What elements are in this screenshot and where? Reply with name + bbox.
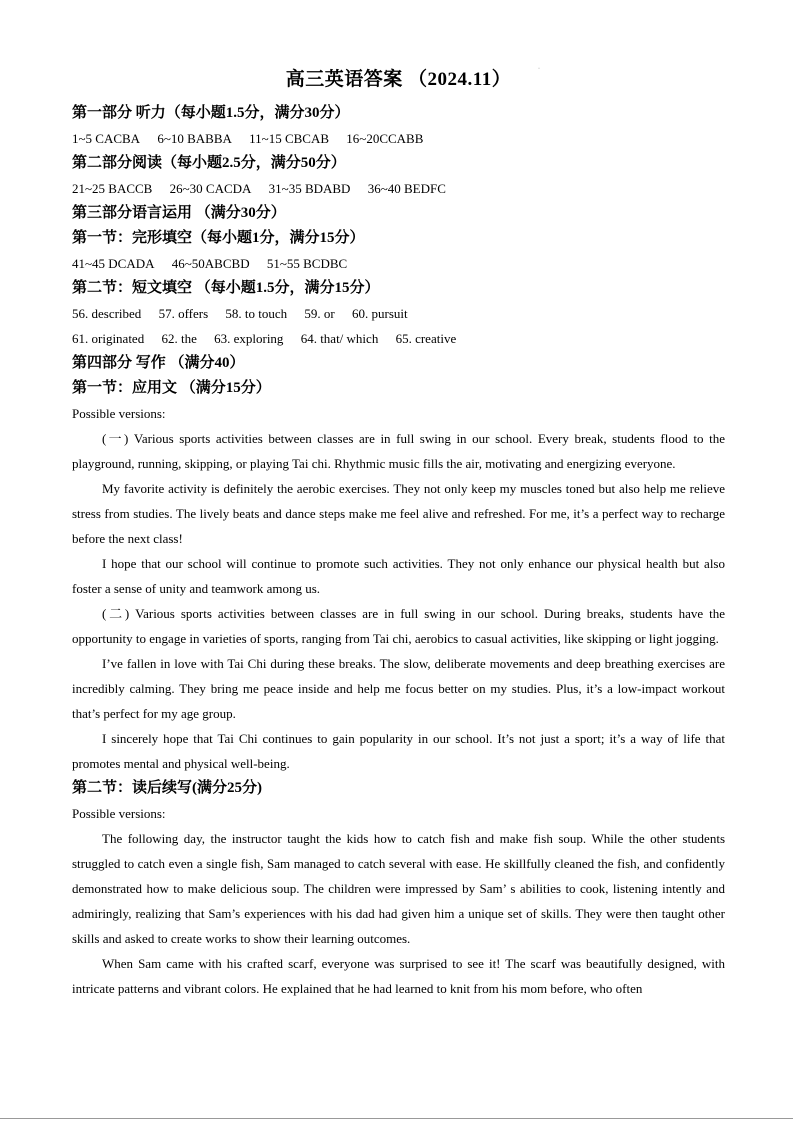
answer-group: 31~35 BDABD [268,181,351,196]
possible-versions-label: Possible versions: [72,406,166,421]
part4-heading: 第四部分 写作 （满分40） [72,355,245,371]
part1-answers [72,126,725,151]
answer-item: 63. exploring [214,331,284,346]
stray-dot: · [538,66,540,72]
answer-item: 65. creative [395,331,457,346]
answer-item: 61. originated [72,331,145,346]
part2-heading: 第二部分阅读（每小题2.5分，满分50分） [72,155,346,171]
essay-paragraph: I hope that our school will continue to promote such activities. They not only enhance our physical health but also foster a sense of unity and teamwork among us. [72,556,725,596]
answer-item: 64. that/ which [300,331,379,346]
part2-answers [72,176,725,201]
page-title: 高三英语答案 （2024.11） [285,69,512,90]
part3-section1-heading: 第一节：完形填空（每小题1分，满分15分） [72,230,365,246]
answer-group: 6~10 BABBA [157,131,232,146]
possible-versions-label: Possible versions: [72,806,166,821]
part3-section2-answers-row1 [72,301,725,326]
essay-paragraph: My favorite activity is definitely the aerobic exercises. They not only keep my muscles toned but also help me relieve stress from studies. The lively beats and dance steps make me feel alive and refreshed. For me, it’s a perfect way to recharge before the next class! [72,481,725,546]
essay-paragraph: (二) Various sports activities between classes are in full swing in our school. During breaks, students have the opportunity to engage in varieties of sports, ranging from Tai chi, aerobics to casual activities, like skipping or light jogging. [72,606,725,646]
continuation-paragraph: When Sam came with his crafted scarf, everyone was surprised to see it! The scarf was beautifully designed, with intricate patterns and vibrant colors. He explained that he had learned to knit from his mom before, who often [72,956,725,996]
answer-group: 26~30 CACDA [169,181,252,196]
page-bottom-rule [0,1118,793,1119]
part1-heading: 第一部分 听力（每小题1.5分，满分30分） [72,105,350,121]
part3-section2-answers-row2 [72,326,725,351]
answer-group: 21~25 BACCB [72,181,153,196]
part4-section1-heading: 第一节：应用文 （满分15分） [72,380,271,396]
part3-section1-answers [72,251,725,276]
essay-paragraph: I’ve fallen in love with Tai Chi during these breaks. The slow, deliberate movements and deep breathing exercises are incredibly calming. They bring me peace inside and help me focus better on my studies. Plus, it’s a low-impact workout that’s perfect for my age group. [72,656,725,721]
answer-group: 1~5 CACBA [72,131,141,146]
answer-item: 58. to touch [225,306,288,321]
answer-item: 62. the [161,331,197,346]
answer-sheet [72,60,725,1001]
answer-group: 11~15 CBCAB [249,131,330,146]
part3-heading: 第三部分语言运用 （满分30分） [72,205,286,221]
answer-item: 59. or [304,306,335,321]
part3-section2-heading: 第二节：短文填空 （每小题1.5分，满分15分） [72,280,380,296]
answer-group: 41~45 DCADA [72,256,155,271]
answer-item: 56. described [72,306,142,321]
answer-group: 46~50ABCBD [171,256,250,271]
answer-group: 16~20CCABB [346,131,424,146]
answer-group: 51~55 BCDBC [266,256,348,271]
answer-item: 60. pursuit [352,306,408,321]
answer-item: 57. offers [158,306,209,321]
essay-paragraph: I sincerely hope that Tai Chi continues to gain popularity in our school. It’s not just a sport; it’s a way of life that promotes mental and physical well-being. [72,731,725,771]
continuation-paragraph: The following day, the instructor taught the kids how to catch fish and make fish soup. While the other students struggled to catch even a single fish, Sam managed to catch several with ease. He skillfully cleaned the fish, and confidently demonstrated how to make delicious soup. The children were impressed by Sam’ s abilities to cook, listening intently and admiringly, realizing that Sam’s experiences with his dad had given him a unique set of skills. They were then taught other skills and asked to create works to show their learning outcomes. [72,831,725,946]
part4-section2-heading: 第二节：读后续写(满分25分) [72,780,262,796]
answer-group: 36~40 BEDFC [367,181,446,196]
essay-paragraph: (一) Various sports activities between classes are in full swing in our school. Every break, students flood to the playground, running, skipping, or playing Tai chi. Rhythmic music fills the air, motivating and energizing everyone. [72,431,725,471]
